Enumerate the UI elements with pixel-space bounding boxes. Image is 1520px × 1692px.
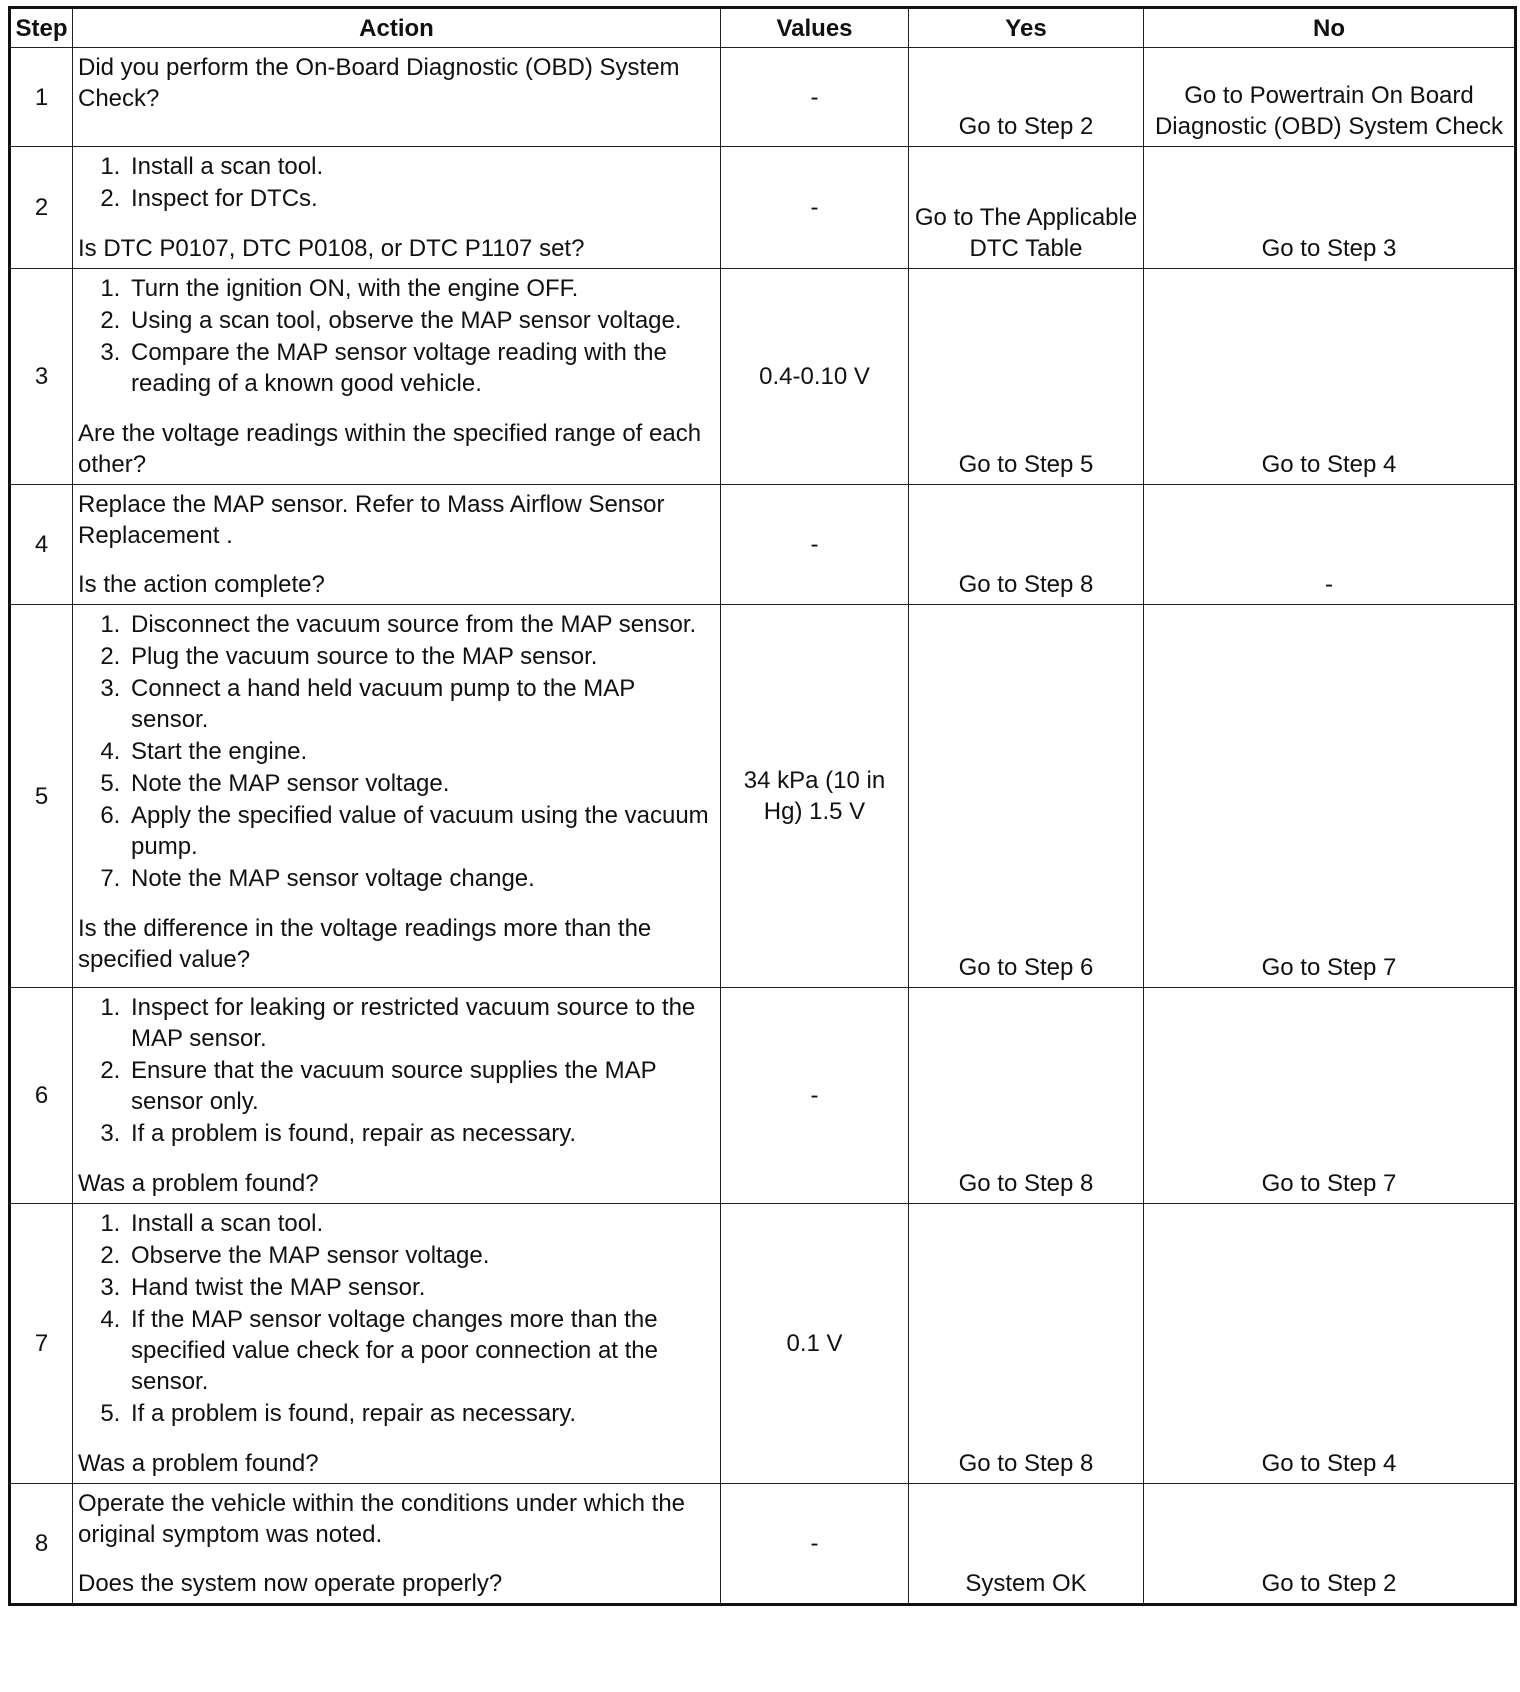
header-values: Values	[721, 8, 909, 48]
action-step: 2. Observe the MAP sensor voltage.	[127, 1240, 715, 1271]
action-steps-list	[78, 273, 715, 399]
action-step: 1. Inspect for leaking or restricted vacuum source to the MAP sensor.	[127, 992, 715, 1054]
action-steps-list	[78, 992, 715, 1149]
action-step: 2. Plug the vacuum source to the MAP sensor.	[127, 641, 715, 672]
no-result: Go to Step 4	[1144, 1204, 1516, 1484]
table-row	[10, 605, 1516, 988]
table-row	[10, 988, 1516, 1204]
action-cell	[73, 1484, 721, 1605]
value-cell: 34 kPa (10 in Hg) 1.5 V	[721, 605, 909, 988]
action-step: 5. If a problem is found, repair as necessary.	[127, 1398, 715, 1429]
action-intro: Operate the vehicle within the conditions under which the original symptom was noted.	[78, 1490, 686, 1548]
action-cell	[73, 988, 721, 1204]
no-result: Go to Powertrain On Board Diagnostic (OBD) System Check	[1144, 48, 1516, 147]
action-step: 3. If a problem is found, repair as necessary.	[127, 1118, 715, 1149]
no-result: Go to Step 7	[1144, 988, 1516, 1204]
value-cell: -	[721, 988, 909, 1204]
action-cell	[73, 147, 721, 269]
yes-result: Go to Step 8	[909, 485, 1144, 605]
value-cell: -	[721, 1484, 909, 1605]
action-step: 3. Connect a hand held vacuum pump to the MAP sensor.	[127, 673, 715, 735]
table-row	[10, 269, 1516, 485]
action-cell	[73, 1204, 721, 1484]
header-step: Step	[10, 8, 73, 48]
table-row	[10, 48, 1516, 147]
action-step: 4. If the MAP sensor voltage changes more than the specified value check for a poor connection at the sensor.	[127, 1304, 715, 1397]
action-steps-list	[78, 1208, 715, 1429]
yes-result: System OK	[909, 1484, 1144, 1605]
spacer	[78, 400, 715, 418]
yes-result: Go to The Applicable DTC Table	[909, 147, 1144, 269]
action-question: Is the action complete?	[78, 571, 325, 598]
action-cell	[73, 485, 721, 605]
action-question: Was a problem found?	[78, 1170, 319, 1197]
action-step: 5. Note the MAP sensor voltage.	[127, 768, 715, 799]
action-question: Is DTC P0107, DTC P0108, or DTC P1107 set?	[78, 235, 585, 262]
action-intro: Replace the MAP sensor. Refer to Mass Airflow Sensor Replacement .	[78, 491, 665, 549]
no-result: Go to Step 3	[1144, 147, 1516, 269]
action-cell	[73, 605, 721, 988]
value-cell: -	[721, 147, 909, 269]
yes-result: Go to Step 5	[909, 269, 1144, 485]
action-question: Does the system now operate properly?	[78, 1570, 503, 1597]
header-action: Action	[73, 8, 721, 48]
action-step: 1. Turn the ignition ON, with the engine OFF.	[127, 273, 715, 304]
no-result: Go to Step 7	[1144, 605, 1516, 988]
spacer	[78, 1150, 715, 1168]
step-number: 1	[10, 48, 73, 147]
action-step: 4. Start the engine.	[127, 736, 715, 767]
header-yes: Yes	[909, 8, 1144, 48]
action-step: 2. Ensure that the vacuum source supplies the MAP sensor only.	[127, 1055, 715, 1117]
spacer	[78, 895, 715, 913]
diagnostic-table	[8, 6, 1517, 1606]
no-result: Go to Step 4	[1144, 269, 1516, 485]
action-intro: Did you perform the On-Board Diagnostic (OBD) System Check?	[78, 54, 680, 112]
action-question: Was a problem found?	[78, 1450, 319, 1477]
table-row	[10, 1484, 1516, 1605]
no-result: Go to Step 2	[1144, 1484, 1516, 1605]
step-number: 6	[10, 988, 73, 1204]
action-step: 2. Using a scan tool, observe the MAP sensor voltage.	[127, 305, 715, 336]
no-result: -	[1144, 485, 1516, 605]
table-row	[10, 485, 1516, 605]
step-number: 4	[10, 485, 73, 605]
yes-result: Go to Step 2	[909, 48, 1144, 147]
action-step: 2. Inspect for DTCs.	[127, 183, 715, 214]
spacer	[78, 551, 715, 569]
action-step: 7. Note the MAP sensor voltage change.	[127, 863, 715, 894]
value-cell: -	[721, 48, 909, 147]
step-number: 2	[10, 147, 73, 269]
value-cell: 0.4-0.10 V	[721, 269, 909, 485]
step-number: 3	[10, 269, 73, 485]
step-number: 8	[10, 1484, 73, 1605]
action-step: 6. Apply the specified value of vacuum using the vacuum pump.	[127, 800, 715, 862]
action-step: 3. Hand twist the MAP sensor.	[127, 1272, 715, 1303]
action-steps-list	[78, 151, 715, 214]
action-question: Is the difference in the voltage readings more than the specified value?	[78, 915, 652, 973]
spacer	[78, 1550, 715, 1568]
action-step: 1. Disconnect the vacuum source from the MAP sensor.	[127, 609, 715, 640]
action-cell	[73, 269, 721, 485]
action-steps-list	[78, 609, 715, 894]
spacer	[78, 1430, 715, 1448]
value-cell: 0.1 V	[721, 1204, 909, 1484]
yes-result: Go to Step 8	[909, 1204, 1144, 1484]
action-question: Are the voltage readings within the specified range of each other?	[78, 420, 702, 478]
yes-result: Go to Step 6	[909, 605, 1144, 988]
diagnostic-table-container	[8, 6, 1517, 1606]
header-row	[10, 8, 1516, 48]
spacer	[78, 215, 715, 233]
action-cell	[73, 48, 721, 147]
step-number: 7	[10, 1204, 73, 1484]
value-cell: -	[721, 485, 909, 605]
table-row	[10, 1204, 1516, 1484]
yes-result: Go to Step 8	[909, 988, 1144, 1204]
table-row	[10, 147, 1516, 269]
step-number: 5	[10, 605, 73, 988]
header-no: No	[1144, 8, 1516, 48]
action-step: 1. Install a scan tool.	[127, 1208, 715, 1239]
action-step: 3. Compare the MAP sensor voltage reading with the reading of a known good vehicle.	[127, 337, 715, 399]
action-step: 1. Install a scan tool.	[127, 151, 715, 182]
